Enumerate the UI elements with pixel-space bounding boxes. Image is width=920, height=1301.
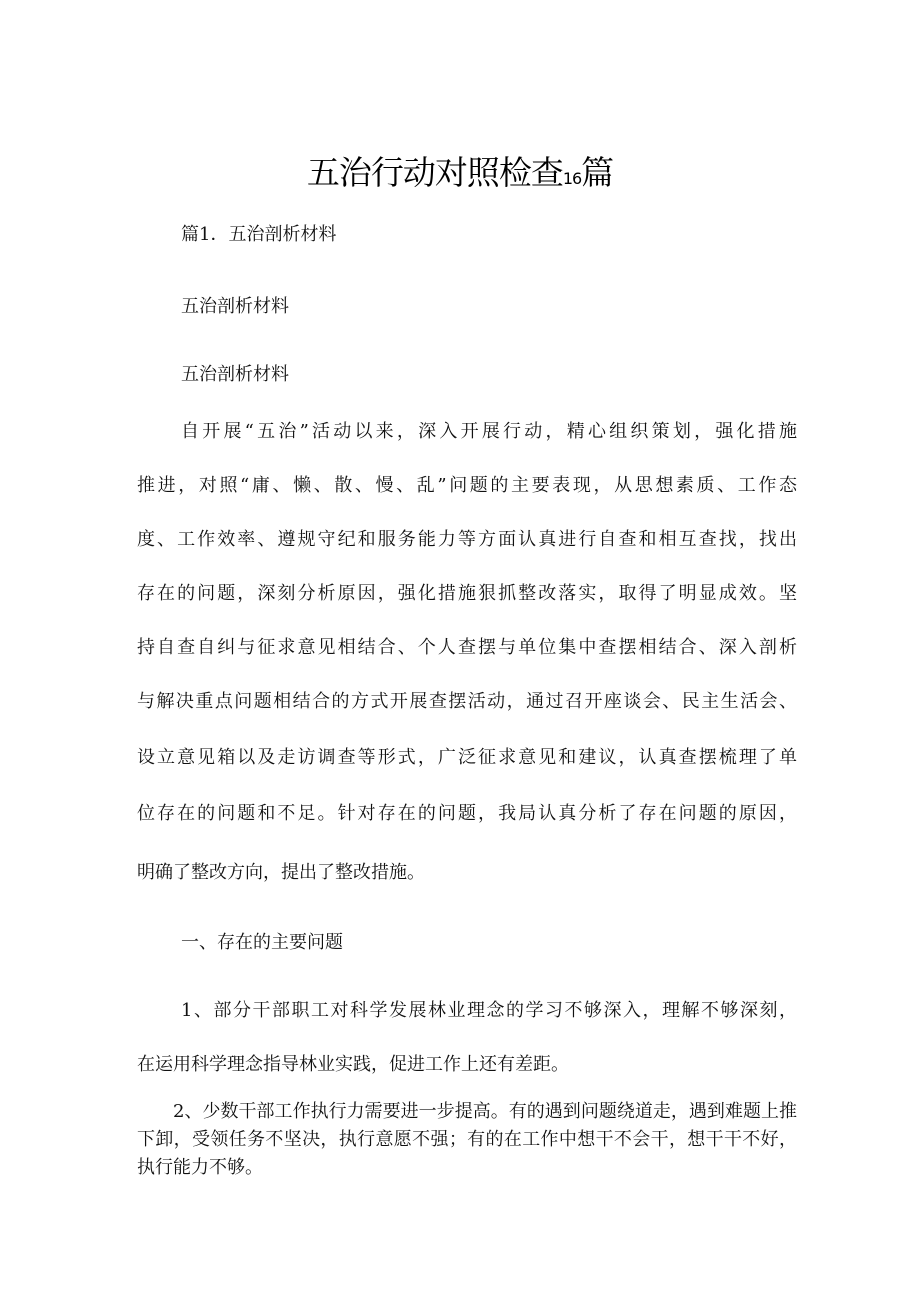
intro-line-1: 自开展“五治”活动以来，深入开展行动，精心组织策划，强化措施 — [181, 421, 797, 442]
item-1-line-2: 在运用科学理念指导林业实践，促进工作上还有差距。 — [137, 1054, 569, 1075]
intro-line-9: 明确了整改方向，提出了整改措施。 — [137, 862, 425, 883]
subheading-1: 五治剖析材料 — [181, 296, 289, 317]
intro-line-4: 存在的问题，深刻分析原因，强化措施狠抓整改落实，取得了明显成效。坚 — [137, 583, 797, 604]
title-main: 五治行动对照检查 — [306, 153, 563, 192]
intro-line-7: 设立意见箱以及走访调查等形式，广泛征求意见和建议，认真查摆梳理了单 — [137, 747, 797, 768]
section-heading: 篇1．五治剖析材料 — [181, 224, 337, 245]
intro-line-2: 推进，对照“庸、懒、散、慢、乱”问题的主要表现，从思想素质、工作态 — [137, 475, 797, 496]
title-suffix: 篇 — [581, 153, 614, 192]
intro-line-5: 持自查自纠与征求意见相结合、个人查摆与单位集中查摆相结合、深入剖析 — [137, 637, 797, 658]
section-one-heading: 一、存在的主要问题 — [181, 932, 343, 953]
intro-line-6: 与解决重点问题相结合的方式开展查摆活动，通过召开座谈会、民主生活会、 — [137, 691, 797, 712]
document-title — [0, 148, 920, 204]
intro-line-8: 位存在的问题和不足。针对存在的问题，我局认真分析了存在问题的原因， — [137, 803, 797, 824]
item-1-line-1: 1、部分干部职工对科学发展林业理念的学习不够深入，理解不够深刻， — [181, 1000, 797, 1021]
item-2-paragraph: 2、少数干部工作执行力需要进一步提高。有的遇到问题绕道走，遇到难题上推下卸，受领任务不坚决，执行意愿不强；有的在工作中想干不会干，想干干不好，执行能力不够。 — [137, 1101, 797, 1178]
intro-line-3: 度、工作效率、遵规守纪和服务能力等方面认真进行自查和相互查找，找出 — [137, 529, 797, 550]
subheading-2: 五治剖析材料 — [181, 364, 289, 385]
title-count: 16 — [562, 169, 582, 188]
